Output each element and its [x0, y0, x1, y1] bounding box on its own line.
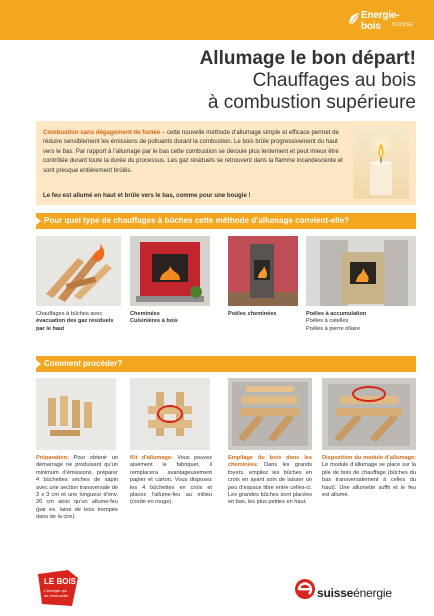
caption-stoves: Poêles cheminées: [228, 311, 277, 317]
page-subtitle-2: à combustion supérieure: [207, 92, 416, 113]
suisseenergie-e-icon: [294, 578, 316, 600]
caption-logwood-heaters: Chauffages à bûches avec évacuation des gaz résiduels par le haut: [36, 311, 114, 332]
firewood-photo: [36, 236, 121, 306]
caption-fireplaces: Cheminées Cuisinières à bois: [130, 311, 178, 325]
step-module: Disposition du module d’allumage: Le module d’allumage se place sur la pile de bois de chauffage (bûches du bas transversalement à celles du haut). Une allumette suffit et le feu est allumé.: [322, 455, 416, 499]
step-preparation: Préparation: Pour obtenir un démarrage ne produisant qu’un minimum d’émissions, préparer 4 bûchettes sèches de sapin avec une section transversale de 3 x 3 cm et une longueur d’env. 20 cm ainsi qu’un allume-feu (par ex. laine de bois trempée dans de la cire).: [36, 455, 118, 521]
brand-name: Energie-bois: [361, 10, 400, 32]
kit-photo: [130, 378, 210, 450]
module-photo: [322, 378, 416, 450]
intro-last-line: Le feu est allumé en haut et brûle vers le bas, comme pour une bougie !: [43, 192, 251, 199]
le-bois-sub1: L’énergie qui: [44, 588, 67, 593]
sticks-photo: [36, 378, 116, 450]
stove-photo: [228, 236, 298, 306]
stacking-photo: [228, 378, 312, 450]
intro-body: cette nouvelle méthode d’allumage simple et efficace permet de réduire sensiblement les émissions de polluants durant la combustion. Le bois brûle progressivement du haut vers le bas. Par rapport à l’allumage par le bas cette combustion se déroule plus lentement et peut mieux être contrôlée durant toute la durée du processus. Les gaz résiduels se retrouvent dans la flamme incandescente et sont presque entièrement brûlés.: [43, 129, 343, 174]
step-stacking: Empilage du bois dans les cheminées: Dans les grands foyers, empilez les bûches en croix en ayant soin de laisser un peu d’espace libre entre celles-ci. Les grandes bûches sont placées en bas, les plus petites en haut.: [228, 455, 312, 506]
page-title: Allumage le bon départ!: [199, 48, 416, 69]
section-band-types: [36, 213, 416, 229]
arrow-icon: [36, 217, 41, 225]
fireplace-photo: [130, 236, 210, 306]
intro-paragraph: [43, 128, 345, 175]
page-title-block: [200, 48, 416, 114]
suisseenergie-wordmark: suisseénergie: [317, 586, 392, 600]
le-bois-title: LE BOIS: [44, 577, 77, 586]
arrow-icon: [36, 360, 41, 368]
intro-lead: Combustion sans dégagement de fumée –: [43, 129, 166, 136]
section-title-howto: Comment procéder?: [44, 359, 123, 368]
leaf-icon: [348, 12, 360, 26]
energie-bois-logo: [348, 9, 418, 33]
intro-box: [36, 121, 416, 205]
le-bois-sub2: se renouvelle.: [44, 593, 69, 598]
caption-storage-stoves: Poêles à accumulation Poêles à catelles Poêles à pierre ollaire: [306, 311, 367, 332]
step-kit: Kit d’allumage: Vous pouvez aisément le fabriquer, il remplacera avantageusement papier et carton. Vous disposez les 4 bûchettes en croix et placez l’allume-feu au milieu (corde en rouge).: [130, 455, 213, 506]
brand-sub: SUISSE: [392, 22, 414, 28]
suisseenergie-logo: [294, 578, 414, 604]
section-title-types: Pour quel type de chauffages à bûches cette méthode d’allumage convient-elle?: [44, 216, 349, 225]
candle-photo: [353, 127, 409, 199]
page-subtitle-1: Chauffages au bois: [252, 70, 416, 91]
le-bois-logo: [38, 570, 80, 606]
storage-stove-photo: [306, 236, 416, 306]
section-band-howto: [36, 356, 416, 372]
